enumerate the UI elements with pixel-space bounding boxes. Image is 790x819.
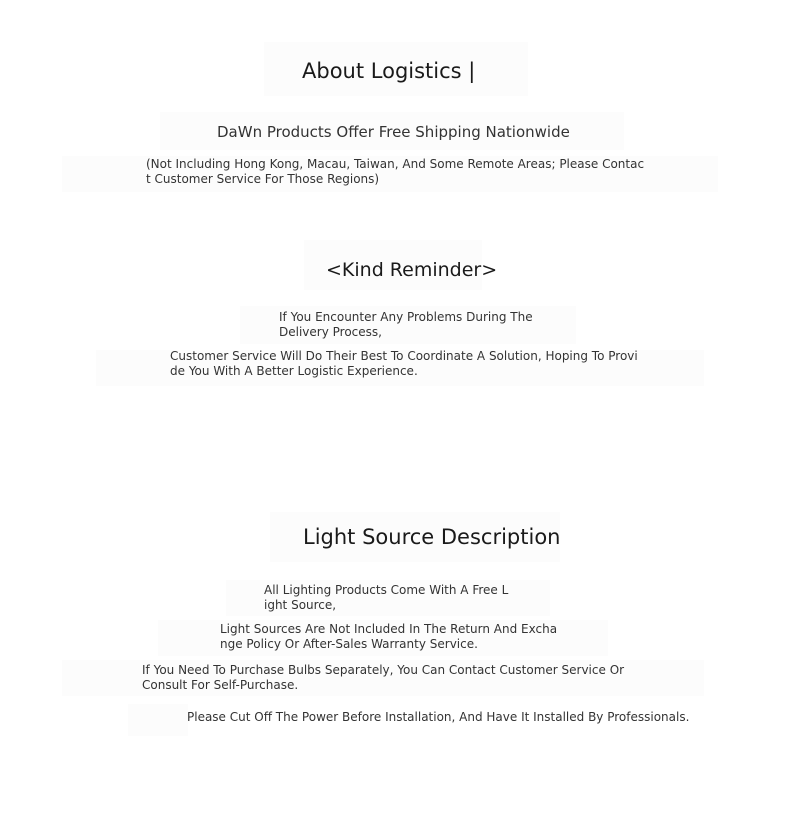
logistics-note: (Not Including Hong Kong, Macau, Taiwan, And Some Remote Areas; Please Contact Customer Service For Those Regions) (146, 157, 645, 186)
reminder-line1: If You Encounter Any Problems During The Delivery Process, (279, 310, 533, 339)
reminder-title: <Kind Reminder> (326, 259, 498, 281)
light-source-line4: Please Cut Off The Power Before Installation, And Have It Installed By Professionals. (187, 710, 690, 724)
light-source-title: Light Source Description (303, 525, 561, 549)
light-source-line3: If You Need To Purchase Bulbs Separately, You Can Contact Customer Service Or Consult For Self-Purchase. (142, 663, 625, 692)
logistics-title: About Logistics | (302, 59, 476, 83)
light-source-line2: Light Sources Are Not Included In The Return And Exchange Policy Or After-Sales Warranty Service. (220, 622, 558, 651)
light-source-line1: All Lighting Products Come With A Free Light Source, (264, 583, 509, 612)
logistics-subtitle: DaWn Products Offer Free Shipping Nationwide (217, 123, 570, 141)
reminder-line2: Customer Service Will Do Their Best To Coordinate A Solution, Hoping To Provide You With A Better Logistic Experience. (170, 349, 638, 378)
light-line4-band (128, 704, 188, 736)
